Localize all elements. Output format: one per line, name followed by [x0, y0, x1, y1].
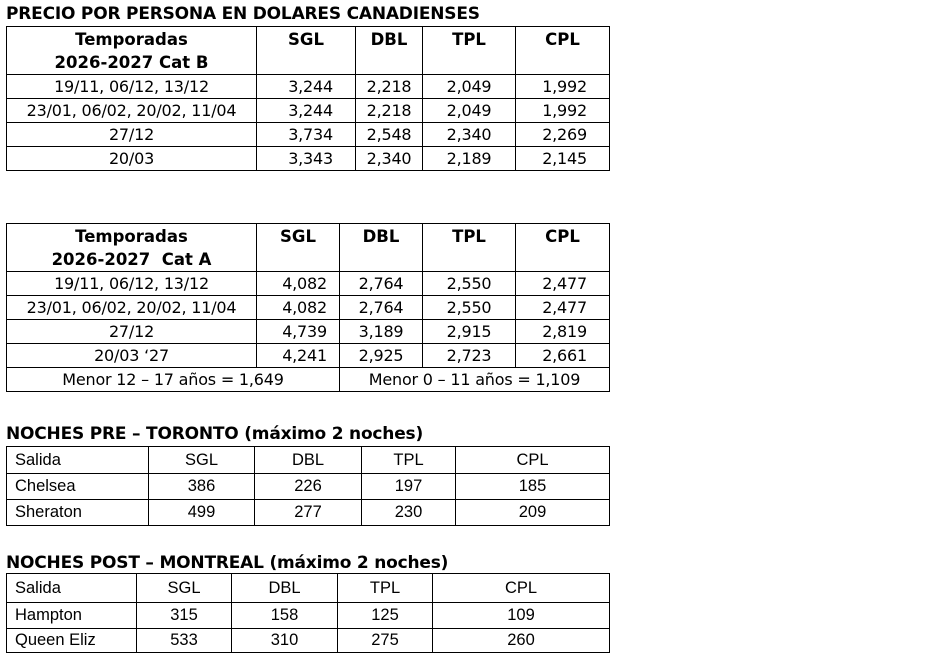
- dbl-header: DBL: [232, 574, 338, 603]
- dbl-cell: 2,218: [356, 75, 423, 99]
- cpl-cell: 2,661: [516, 344, 610, 368]
- table-row: [7, 99, 610, 123]
- sgl-header: SGL: [137, 574, 232, 603]
- table-row: [7, 272, 610, 296]
- tpl-cell: 230: [362, 500, 456, 526]
- table-header-row: [7, 27, 610, 75]
- departure-header: Salida: [7, 447, 149, 474]
- table-header-row: [7, 574, 610, 603]
- cpl-cell: 185: [456, 474, 610, 500]
- cpl-cell: 2,477: [516, 272, 610, 296]
- sgl-cell: 499: [149, 500, 255, 526]
- tpl-cell: 2,049: [423, 75, 516, 99]
- tpl-cell: 2,550: [423, 272, 516, 296]
- tpl-header: TPL: [423, 27, 516, 75]
- tpl-cell: 2,915: [423, 320, 516, 344]
- table-row: [7, 147, 610, 171]
- sgl-cell: 4,739: [257, 320, 340, 344]
- pre-nights-heading: NOCHES PRE – TORONTO (máximo 2 noches): [6, 424, 424, 444]
- cpl-header: CPL: [456, 447, 610, 474]
- minor-12-17-cell: Menor 12 – 17 años = 1,649: [7, 368, 340, 392]
- season-header: [7, 224, 257, 272]
- season-header-line-2: 2026-2027 Cat B: [54, 53, 209, 72]
- departure-header: Salida: [7, 574, 137, 603]
- sgl-header: SGL: [149, 447, 255, 474]
- table-row: [7, 474, 610, 500]
- dbl-cell: 158: [232, 603, 338, 629]
- tpl-cell: 275: [338, 629, 433, 653]
- sgl-cell: 4,241: [257, 344, 340, 368]
- hotel-cell: Sheraton: [7, 500, 149, 526]
- cpl-cell: 2,477: [516, 296, 610, 320]
- dbl-cell: 2,764: [340, 272, 423, 296]
- dbl-cell: 226: [255, 474, 362, 500]
- season-cell: 20/03: [7, 147, 257, 171]
- table-row: [7, 296, 610, 320]
- dbl-cell: 277: [255, 500, 362, 526]
- season-header-line-1: Temporadas: [75, 30, 188, 49]
- sgl-header: SGL: [257, 224, 340, 272]
- sgl-cell: 3,244: [257, 99, 356, 123]
- cpl-cell: 1,992: [516, 99, 610, 123]
- cpl-cell: 260: [433, 629, 610, 653]
- tpl-cell: 125: [338, 603, 433, 629]
- tpl-cell: 2,340: [423, 123, 516, 147]
- season-header-line-1: Temporadas: [75, 227, 188, 246]
- hotel-cell: Chelsea: [7, 474, 149, 500]
- post-nights-table: [6, 573, 610, 653]
- season-cell: 27/12: [7, 123, 257, 147]
- table-row: [7, 500, 610, 526]
- sgl-header: SGL: [257, 27, 356, 75]
- season-header: [7, 27, 257, 75]
- season-cell: 27/12: [7, 320, 257, 344]
- table-row: [7, 344, 610, 368]
- cpl-cell: 209: [456, 500, 610, 526]
- price-table-cat-b: [6, 26, 610, 171]
- sgl-cell: 3,734: [257, 123, 356, 147]
- tpl-cell: 2,049: [423, 99, 516, 123]
- season-cell: 19/11, 06/12, 13/12: [7, 272, 257, 296]
- cpl-cell: 1,992: [516, 75, 610, 99]
- minor-price-row: [7, 368, 610, 392]
- tpl-header: TPL: [423, 224, 516, 272]
- dbl-cell: 2,764: [340, 296, 423, 320]
- tpl-cell: 2,723: [423, 344, 516, 368]
- price-table-cat-a: [6, 223, 610, 392]
- table-row: [7, 320, 610, 344]
- sgl-cell: 3,343: [257, 147, 356, 171]
- hotel-cell: Queen Eliz: [7, 629, 137, 653]
- table-row: [7, 629, 610, 653]
- sgl-cell: 533: [137, 629, 232, 653]
- dbl-cell: 310: [232, 629, 338, 653]
- sgl-cell: 315: [137, 603, 232, 629]
- season-cell: 20/03 ‘27: [7, 344, 257, 368]
- dbl-cell: 2,340: [356, 147, 423, 171]
- hotel-cell: Hampton: [7, 603, 137, 629]
- pre-nights-table: [6, 446, 610, 526]
- sgl-cell: 386: [149, 474, 255, 500]
- dbl-header: DBL: [356, 27, 423, 75]
- tpl-cell: 2,189: [423, 147, 516, 171]
- cpl-cell: 2,145: [516, 147, 610, 171]
- cpl-cell: 2,269: [516, 123, 610, 147]
- table-row: [7, 75, 610, 99]
- dbl-header: DBL: [340, 224, 423, 272]
- minor-0-11-cell: Menor 0 – 11 años = 1,109: [340, 368, 610, 392]
- dbl-cell: 2,925: [340, 344, 423, 368]
- tpl-header: TPL: [338, 574, 433, 603]
- dbl-header: DBL: [255, 447, 362, 474]
- table-header-row: [7, 224, 610, 272]
- dbl-cell: 2,548: [356, 123, 423, 147]
- tpl-cell: 2,550: [423, 296, 516, 320]
- season-cell: 23/01, 06/02, 20/02, 11/04: [7, 296, 257, 320]
- sgl-cell: 3,244: [257, 75, 356, 99]
- cpl-header: CPL: [516, 27, 610, 75]
- season-header-line-2: 2026-2027 Cat A: [51, 250, 212, 269]
- tpl-cell: 197: [362, 474, 456, 500]
- season-cell: 19/11, 06/12, 13/12: [7, 75, 257, 99]
- dbl-cell: 3,189: [340, 320, 423, 344]
- table-row: [7, 123, 610, 147]
- table-header-row: [7, 447, 610, 474]
- season-cell: 23/01, 06/02, 20/02, 11/04: [7, 99, 257, 123]
- sgl-cell: 4,082: [257, 272, 340, 296]
- dbl-cell: 2,218: [356, 99, 423, 123]
- post-nights-heading: NOCHES POST – MONTREAL (máximo 2 noches): [6, 553, 449, 573]
- cpl-cell: 109: [433, 603, 610, 629]
- cpl-header: CPL: [433, 574, 610, 603]
- cpl-cell: 2,819: [516, 320, 610, 344]
- page-title: PRECIO POR PERSONA EN DOLARES CANADIENSES: [6, 4, 480, 24]
- cpl-header: CPL: [516, 224, 610, 272]
- tpl-header: TPL: [362, 447, 456, 474]
- table-row: [7, 603, 610, 629]
- sgl-cell: 4,082: [257, 296, 340, 320]
